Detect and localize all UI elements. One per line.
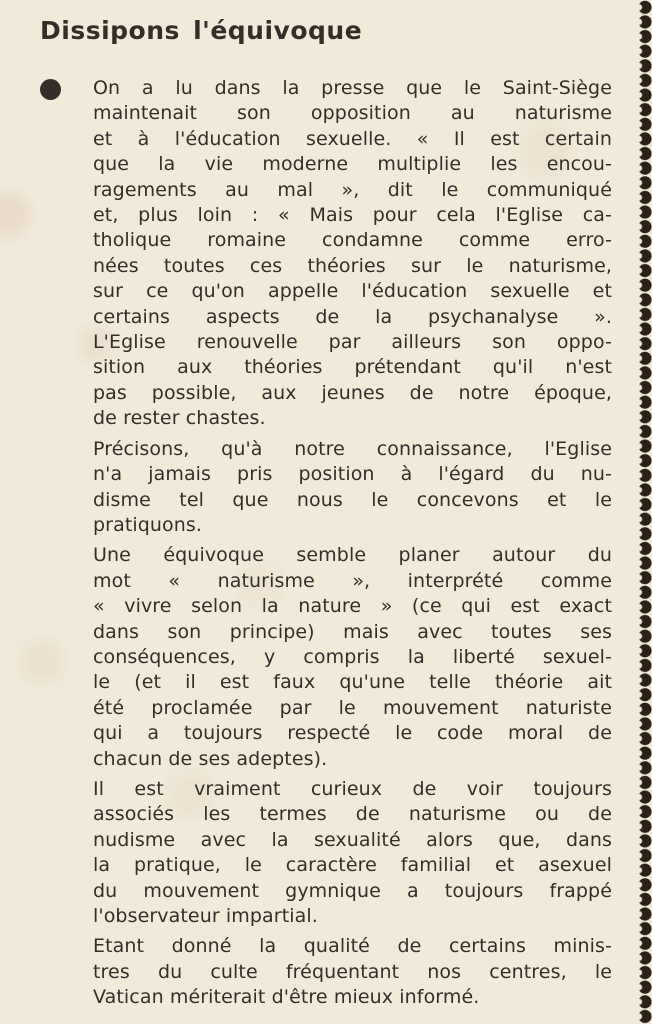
text-line: disme tel que nous le concevons et le (93, 488, 612, 511)
paragraph (93, 777, 612, 929)
text-line: mot « naturisme », interprété comme (93, 569, 612, 592)
text-line: tres du culte fréquentant nos centres, le (93, 960, 612, 983)
text-line: nudisme avec la sexualité alors que, dans (93, 828, 612, 851)
text-line: du mouvement gymnique a toujours frappé (93, 879, 612, 902)
text-line: L'Eglise renouvelle par ailleurs son oppo- (93, 331, 612, 354)
paragraph (93, 76, 612, 432)
text-line: le (et il est faux qu'une telle théorie ait (93, 671, 612, 694)
text-line: maintenait son opposition au naturisme (93, 102, 612, 125)
text-line: associés les termes de naturisme ou de (93, 803, 612, 826)
text-line: la pratique, le caractère familial et asexuel (93, 854, 612, 877)
text-line: pas possible, aux jeunes de notre époque, (93, 381, 612, 404)
text-line: nées toutes ces théories sur le naturisme, (93, 254, 612, 277)
text-line: été proclamée par le mouvement naturiste (93, 696, 612, 719)
text-line: Une équivoque semble planer autour du (93, 544, 612, 567)
text-line: « vivre selon la nature » (ce qui est exact (93, 595, 612, 618)
text-line: sur ce qu'on appelle l'éducation sexuelle et (93, 280, 612, 303)
text-line: ragements au mal », dit le communiqué (93, 178, 612, 201)
text-line: sition aux théories prétendant qu'il n'est (93, 356, 612, 379)
text-line: chacun de ses adeptes). (93, 747, 328, 770)
decorative-binding-edge-pattern (635, 0, 652, 1024)
bullet-icon (40, 79, 61, 100)
text-line: l'observateur impartial. (93, 905, 318, 927)
paragraph (93, 543, 612, 772)
text-line: On a lu dans la presse que le Saint-Siège (93, 77, 612, 99)
page-title: Dissipons l'équivoque (40, 16, 363, 45)
text-line: dans son principe) mais avec toutes ses (93, 620, 612, 643)
paragraph (93, 934, 612, 1010)
text-line: et, plus loin : « Mais pour cela l'Eglise ca- (93, 204, 612, 227)
text-line: Etant donné la qualité de certains minis- (93, 935, 612, 958)
paragraph (93, 437, 612, 539)
text-line: conséquences, y compris la liberté sexuel- (93, 645, 612, 668)
text-line: Vatican mériterait d'être mieux informé. (93, 986, 480, 1009)
text-line: n'a jamais pris position à l'égard du nu- (93, 463, 612, 486)
text-line: tholique romaine condamne comme erro- (93, 229, 612, 252)
text-line: pratiquons. (93, 513, 203, 536)
text-line: qui a toujours respecté le code moral de (93, 722, 612, 745)
text-line: Précisons, qu'à notre connaissance, l'Eglise (93, 437, 612, 460)
text-line: que la vie moderne multiplie les encou- (93, 153, 612, 176)
article-body (93, 76, 612, 1016)
text-line: certains aspects de la psychanalyse ». (93, 305, 612, 328)
text-line: Il est vraiment curieux de voir toujours (93, 777, 612, 800)
text-line: de rester chastes. (93, 407, 266, 430)
text-line: et à l'éducation sexuelle. « Il est certain (93, 127, 612, 150)
